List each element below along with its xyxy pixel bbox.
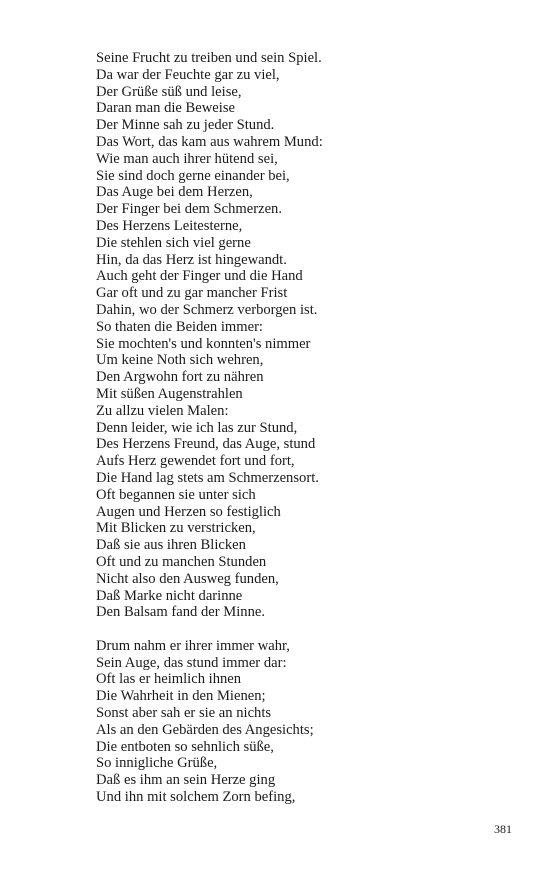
stanza — [96, 50, 516, 621]
verse-line: Und ihn mit solchem Zorn befing, — [96, 789, 296, 806]
verse-line: Die entboten so sehnlich süße, — [96, 738, 274, 755]
verse-line: Daß Marke nicht darinne — [96, 587, 243, 604]
verse-line: Zu allzu vielen Malen: — [96, 402, 229, 419]
verse-line: Aufs Herz gewendet fort und fort, — [96, 453, 295, 470]
verse-line: Nicht also den Ausweg funden, — [96, 570, 279, 587]
verse-line: Die Hand lag stets am Schmerzensort. — [96, 469, 319, 486]
verse-line: Das Auge bei dem Herzen, — [96, 184, 253, 201]
poem-text — [96, 50, 516, 806]
verse-line: Daß sie aus ihren Blicken — [96, 537, 246, 554]
verse-line: So innigliche Grüße, — [96, 755, 218, 772]
verse-line: Die Wahrheit in den Mienen; — [96, 688, 266, 705]
verse-line: So thaten die Beiden immer: — [96, 318, 263, 335]
verse-line: Sonst aber sah er sie an nichts — [96, 705, 272, 722]
verse-line: Oft begannen sie unter sich — [96, 486, 256, 503]
verse-line: Daß es ihm an sein Herze ging — [96, 772, 276, 789]
verse-line: Oft und zu manchen Stunden — [96, 553, 267, 570]
verse-line: Um keine Noth sich wehren, — [96, 352, 264, 369]
verse-line: Drum nahm er ihrer immer wahr, — [96, 637, 290, 654]
verse-line: Sie sind doch gerne einander bei, — [96, 167, 290, 184]
verse-line: Des Herzens Leitesterne, — [96, 217, 243, 234]
verse-line: Hin, da das Herz ist hingewandt. — [96, 251, 287, 268]
verse-line: Den Balsam fand der Minne. — [96, 604, 265, 621]
verse-line: Dahin, wo der Schmerz verborgen ist. — [96, 301, 318, 318]
verse-line: Als an den Gebärden des Angesichts; — [96, 721, 314, 738]
verse-line: Des Herzens Freund, das Auge, stund — [96, 436, 316, 453]
stanza — [96, 638, 516, 806]
verse-line: Denn leider, wie ich las zur Stund, — [96, 419, 298, 436]
verse-line: Oft las er heimlich ihnen — [96, 671, 242, 688]
verse-line: Seine Frucht zu treiben und sein Spiel. — [96, 50, 322, 66]
verse-line: Mit Blicken zu verstricken, — [96, 520, 256, 537]
verse-line: Sein Auge, das stund immer dar: — [96, 654, 287, 671]
verse-line: Die stehlen sich viel gerne — [96, 234, 251, 251]
verse-line: Der Grüße süß und leise, — [96, 83, 242, 100]
verse-line: Gar oft und zu gar mancher Frist — [96, 285, 288, 302]
verse-line: Mit süßen Augenstrahlen — [96, 385, 243, 402]
verse-line: Daran man die Beweise — [96, 100, 235, 117]
verse-line: Wie man auch ihrer hütend sei, — [96, 150, 278, 167]
verse-line: Sie mochten's und konnten's nimmer — [96, 335, 311, 352]
verse-line: Das Wort, das kam aus wahrem Mund: — [96, 133, 323, 150]
verse-line: Auch geht der Finger und die Hand — [96, 268, 303, 285]
verse-line: Da war der Feuchte gar zu viel, — [96, 66, 280, 83]
verse-line: Der Minne sah zu jeder Stund. — [96, 117, 275, 134]
verse-line: Der Finger bei dem Schmerzen. — [96, 201, 283, 218]
page-number: 381 — [494, 822, 512, 836]
verse-line: Augen und Herzen so festiglich — [96, 503, 281, 520]
verse-line: Den Argwohn fort zu nähren — [96, 369, 264, 386]
